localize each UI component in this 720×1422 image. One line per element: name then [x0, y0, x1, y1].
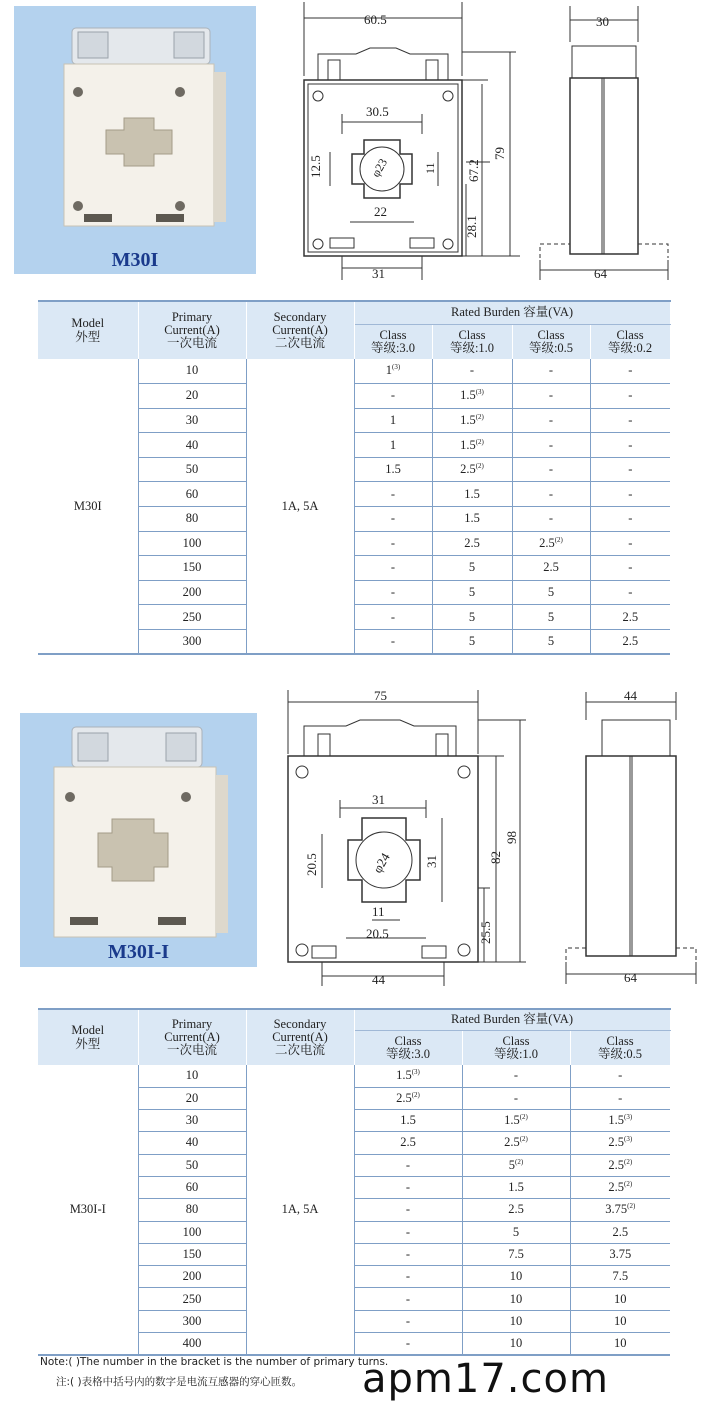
burden-value-cell: - [354, 482, 432, 507]
primary-current-cell: 200 [138, 580, 246, 605]
burden-value-cell: - [462, 1065, 570, 1087]
burden-value-cell: - [354, 1310, 462, 1332]
primary-current-cell: 50 [138, 457, 246, 482]
burden-value-cell: 1.5 [432, 482, 512, 507]
burden-value-cell: - [354, 531, 432, 556]
primary-current-cell: 10 [138, 1065, 246, 1087]
header-rated-burden: Rated Burden 容量(VA) [354, 301, 670, 325]
burden-value-cell: - [512, 433, 590, 458]
footnote-cn: 注:( )表格中括号内的数字是电流互感器的穿心匝数。 [56, 1376, 303, 1388]
dim-window-height: 12.5 [308, 155, 323, 178]
burden-value-cell: 10 [570, 1310, 670, 1332]
transformer-illustration [20, 713, 257, 967]
primary-current-cell: 200 [138, 1266, 246, 1288]
burden-value-cell: 5 [432, 630, 512, 655]
burden-value-cell: 5 [512, 580, 590, 605]
dim-bore: φ24 [369, 850, 393, 876]
burden-value-cell: - [512, 408, 590, 433]
burden-value-cell: - [590, 507, 670, 532]
burden-value-cell: 2.5$^{(2)}$ [570, 1176, 670, 1198]
burden-value-cell: - [590, 457, 670, 482]
burden-value-cell: - [570, 1087, 670, 1109]
burden-value-cell: - [512, 457, 590, 482]
burden-value-cell: 1 [354, 433, 432, 458]
product-label: M30I-I [107, 941, 170, 963]
primary-current-cell: 60 [138, 1176, 246, 1198]
primary-current-cell: 10 [138, 359, 246, 384]
table-row [38, 359, 670, 384]
spec-table-m30i-i [38, 1008, 671, 1356]
primary-current-cell: 300 [138, 630, 246, 655]
burden-value-cell: 2.5 [590, 630, 670, 655]
primary-current-cell: 50 [138, 1154, 246, 1176]
burden-value-cell: 1.5$^{(3)}$ [432, 384, 512, 409]
burden-value-cell: - [354, 1221, 462, 1243]
burden-value-cell: - [590, 359, 670, 384]
side-dimension-drawing-m30i-i [542, 688, 702, 986]
product-photo-m30i-i [20, 713, 257, 967]
burden-value-cell: - [590, 384, 670, 409]
header-class: Class 等级:1.0 [462, 1031, 570, 1066]
burden-value-cell: - [432, 359, 512, 384]
burden-value-cell: 7.5 [570, 1266, 670, 1288]
primary-current-cell: 100 [138, 1221, 246, 1243]
burden-value-cell: - [512, 359, 590, 384]
dim-window-height: 20.5 [304, 853, 319, 876]
burden-value-cell: 10 [570, 1333, 670, 1355]
header-secondary-current: Secondary Current(A) 二次电流 [246, 1009, 354, 1065]
burden-value-cell: 1.5 [462, 1176, 570, 1198]
burden-value-cell: - [590, 580, 670, 605]
header-class: Class 等级:1.0 [432, 325, 512, 360]
transformer-illustration [14, 6, 256, 274]
product-photo-m30i [14, 6, 256, 274]
dim-base-length: 64 [624, 970, 637, 985]
burden-value-cell: - [590, 433, 670, 458]
table-row [38, 1065, 670, 1087]
header-class: Class 等级:3.0 [354, 325, 432, 360]
primary-current-cell: 40 [138, 1132, 246, 1154]
model-cell: M30I [38, 359, 138, 654]
burden-value-cell: 3.75$^{(2)}$ [570, 1199, 670, 1221]
burden-value-cell: - [512, 507, 590, 532]
dim-total-height: 79 [492, 147, 507, 160]
burden-value-cell: 1.5 [354, 457, 432, 482]
burden-value-cell: - [354, 605, 432, 630]
product-label: M30I [111, 249, 159, 271]
primary-current-cell: 30 [138, 408, 246, 433]
burden-value-cell: - [354, 1176, 462, 1198]
burden-value-cell: 5$^{(2)}$ [462, 1154, 570, 1176]
burden-value-cell: 2.5 [354, 1132, 462, 1154]
dim-width: 60.5 [364, 12, 387, 27]
burden-value-cell: 2.5$^{(2)}$ [512, 531, 590, 556]
dim-depth: 30 [596, 14, 609, 29]
primary-current-cell: 300 [138, 1310, 246, 1332]
header-class: Class 等级:0.5 [512, 325, 590, 360]
burden-value-cell: 2.5 [462, 1199, 570, 1221]
dim-slot-width: 22 [374, 204, 387, 219]
primary-current-cell: 100 [138, 531, 246, 556]
dim-slot-height: 31 [424, 855, 439, 868]
burden-value-cell: - [354, 630, 432, 655]
dim-body-height: 82 [488, 851, 503, 864]
burden-value-cell: - [354, 1266, 462, 1288]
dim-inner-width: 31 [372, 792, 385, 807]
dim-mount-spacing: 31 [372, 266, 385, 280]
burden-value-cell: 1.5$^{(2)}$ [432, 408, 512, 433]
burden-value-cell: 1.5 [432, 507, 512, 532]
burden-value-cell: - [512, 482, 590, 507]
secondary-current-cell: 1A, 5A [246, 359, 354, 654]
dim-base-length: 64 [594, 266, 607, 280]
primary-current-cell: 30 [138, 1110, 246, 1132]
burden-value-cell: 2.5$^{(3)}$ [570, 1132, 670, 1154]
primary-current-cell: 250 [138, 605, 246, 630]
dim-bore: φ23 [368, 156, 391, 180]
primary-current-cell: 80 [138, 1199, 246, 1221]
header-primary-current: Primary Current(A) 一次电流 [138, 301, 246, 359]
primary-current-cell: 20 [138, 384, 246, 409]
burden-value-cell: 1.5$^{(2)}$ [462, 1110, 570, 1132]
burden-value-cell: 2.5 [512, 556, 590, 581]
burden-value-cell: 10 [462, 1333, 570, 1355]
burden-value-cell: 5 [512, 630, 590, 655]
footnote-en: Note:( )The number in the bracket is the number of primary turns. [40, 1356, 389, 1368]
secondary-current-cell: 1A, 5A [246, 1065, 354, 1355]
burden-value-cell: - [354, 556, 432, 581]
side-dimension-drawing-m30i [534, 2, 684, 280]
burden-value-cell: - [354, 1288, 462, 1310]
dim-mount-spacing: 44 [372, 972, 385, 986]
burden-value-cell: 1.5$^{(2)}$ [432, 433, 512, 458]
burden-value-cell: - [354, 507, 432, 532]
burden-value-cell: - [354, 1154, 462, 1176]
dim-slot-width: 20.5 [366, 926, 389, 941]
dim-base-offset: 25.5 [478, 921, 493, 944]
header-class: Class 等级:3.0 [354, 1031, 462, 1066]
burden-value-cell: 7.5 [462, 1243, 570, 1265]
burden-value-cell: 5 [432, 580, 512, 605]
header-primary-current: Primary Current(A) 一次电流 [138, 1009, 246, 1065]
primary-current-cell: 40 [138, 433, 246, 458]
burden-value-cell: - [462, 1087, 570, 1109]
burden-value-cell: - [354, 580, 432, 605]
model-cell: M30I-I [38, 1065, 138, 1355]
primary-current-cell: 80 [138, 507, 246, 532]
primary-current-cell: 400 [138, 1333, 246, 1355]
burden-value-cell: - [354, 1199, 462, 1221]
watermark: apm17.com [362, 1356, 609, 1402]
burden-value-cell: 2.5$^{(2)}$ [432, 457, 512, 482]
primary-current-cell: 20 [138, 1087, 246, 1109]
burden-value-cell: 2.5$^{(2)}$ [570, 1154, 670, 1176]
burden-value-cell: - [590, 556, 670, 581]
burden-value-cell: 1$^{(3)}$ [354, 359, 432, 384]
burden-value-cell: 1.5 [354, 1110, 462, 1132]
primary-current-cell: 60 [138, 482, 246, 507]
burden-value-cell: 2.5 [570, 1221, 670, 1243]
dim-width: 75 [374, 688, 387, 703]
dim-slot: 11 [372, 904, 385, 919]
dim-slot: 11 [423, 162, 437, 174]
burden-value-cell: - [354, 1333, 462, 1355]
dim-base-offset: 28.1 [464, 215, 479, 238]
header-secondary-current: Secondary Current(A) 二次电流 [246, 301, 354, 359]
burden-value-cell: - [570, 1065, 670, 1087]
burden-value-cell: 5 [432, 605, 512, 630]
burden-value-cell: 3.75 [570, 1243, 670, 1265]
burden-value-cell: - [590, 482, 670, 507]
front-dimension-drawing-m30i-i [278, 688, 528, 986]
dim-body-height: 67.2 [466, 159, 481, 182]
burden-value-cell: - [590, 531, 670, 556]
primary-current-cell: 150 [138, 556, 246, 581]
header-class: Class 等级:0.5 [570, 1031, 670, 1066]
front-dimension-drawing-m30i [290, 2, 520, 280]
burden-value-cell: 1 [354, 408, 432, 433]
burden-value-cell: - [354, 384, 432, 409]
dim-depth: 44 [624, 688, 637, 703]
burden-value-cell: 1.5$^{(3)}$ [570, 1110, 670, 1132]
dim-total-height: 98 [504, 831, 519, 844]
burden-value-cell: 5 [462, 1221, 570, 1243]
header-rated-burden: Rated Burden 容量(VA) [354, 1009, 670, 1031]
burden-value-cell: 10 [462, 1266, 570, 1288]
burden-value-cell: 1.5$^{(3)}$ [354, 1065, 462, 1087]
burden-value-cell: 5 [432, 556, 512, 581]
primary-current-cell: 250 [138, 1288, 246, 1310]
primary-current-cell: 150 [138, 1243, 246, 1265]
burden-value-cell: 10 [462, 1288, 570, 1310]
header-class: Class 等级:0.2 [590, 325, 670, 360]
burden-value-cell: 2.5$^{(2)}$ [354, 1087, 462, 1109]
dim-inner-width: 30.5 [366, 104, 389, 119]
burden-value-cell: 2.5 [590, 605, 670, 630]
spec-table-m30i [38, 300, 671, 655]
burden-value-cell: - [590, 408, 670, 433]
burden-value-cell: 2.5$^{(2)}$ [462, 1132, 570, 1154]
burden-value-cell: 2.5 [432, 531, 512, 556]
header-model: Model 外型 [38, 301, 138, 359]
burden-value-cell: 10 [570, 1288, 670, 1310]
burden-value-cell: 10 [462, 1310, 570, 1332]
burden-value-cell: 5 [512, 605, 590, 630]
header-model: Model 外型 [38, 1009, 138, 1065]
burden-value-cell: - [354, 1243, 462, 1265]
burden-value-cell: - [512, 384, 590, 409]
